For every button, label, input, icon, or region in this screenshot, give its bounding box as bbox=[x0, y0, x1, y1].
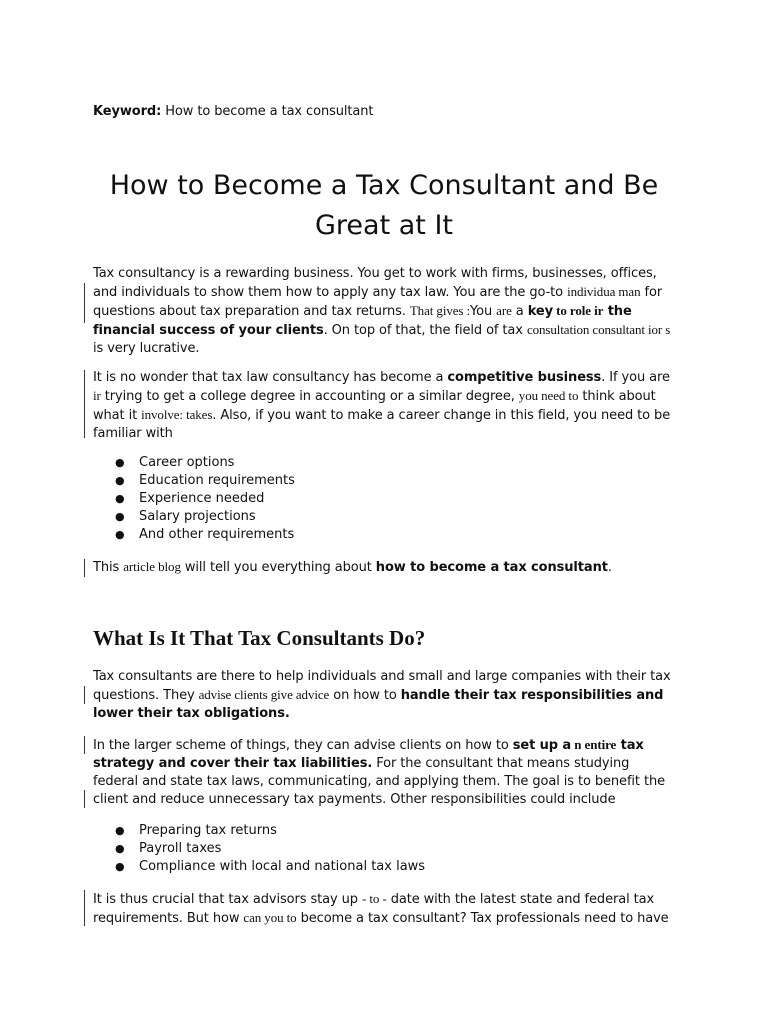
paragraph-stay-updated: It is thus crucial that tax advisors stay up - to - date with the latest state and federal tax requirements. But how can you to become a tax consultant? Tax professionals need to have bbox=[93, 891, 669, 926]
tracked-edit: n entire bbox=[571, 737, 617, 752]
list-item: ● Compliance with local and national tax laws bbox=[115, 859, 426, 874]
bullet-icon: ● bbox=[115, 474, 125, 487]
change-bar bbox=[84, 736, 85, 754]
bullet-icon: ● bbox=[115, 860, 125, 873]
bullet-icon: ● bbox=[115, 528, 125, 541]
paragraph-this-article: This article blog will tell you everything about how to become a tax consultant. bbox=[93, 559, 612, 575]
tracked-edit: article blog bbox=[123, 559, 181, 574]
keyword-value: How to become a tax consultant bbox=[165, 104, 374, 119]
keyword-label: Keyword: bbox=[93, 104, 162, 119]
bullet-icon: ● bbox=[115, 842, 125, 855]
tracked-edit: consultation consultant ior s bbox=[526, 322, 671, 337]
paragraph-consultants-help: Tax consultants are there to help individuals and small and large companies with their tax questions. They advise clients give advice on how to handle their tax responsibilities and lower their tax obligations. bbox=[93, 669, 671, 721]
paragraph-competitive: It is no wonder that tax law consultancy has become a competitive business. If you are ir trying to get a college degree in accounting or a similar degree, you need to think about what it involve: takes. Also, if you want to make a career change in this field, you need to be familiar with bbox=[93, 370, 671, 441]
bullet-icon: ● bbox=[115, 492, 125, 505]
paragraph-larger-scheme: In the larger scheme of things, they can advise clients on how to set up a n entire tax strategy and cover their tax liabilities. For the consultant that means studying federal and state tax laws, communicating, and applying them. The goal is to benefit the client and reduce unnecessary tax payments. Other responsibilities could include bbox=[93, 737, 665, 807]
tracked-edit: you need to bbox=[518, 388, 579, 403]
keyword-line bbox=[93, 103, 373, 121]
tracked-edit: to role ir bbox=[552, 303, 604, 318]
change-bar bbox=[84, 686, 85, 704]
responsibilities-list bbox=[93, 822, 678, 876]
bullet-icon: ● bbox=[115, 456, 125, 469]
page-title: How to Become a Tax Consultant and Be Great at It bbox=[109, 170, 659, 242]
list-item: ● Payroll taxes bbox=[115, 841, 222, 856]
bullet-icon: ● bbox=[115, 510, 125, 523]
intro-paragraph: Tax consultancy is a rewarding business. You get to work with firms, businesses, offices, and individuals to show them how to apply any tax law. You are the go-to individua man for questions about tax preparation and tax returns. That gives :You are a key to role ir the financial success of your clients. On top of that, the field of tax consultation consultant ior s is very lucrative. bbox=[93, 266, 671, 356]
tracked-edit: individua man bbox=[567, 284, 641, 299]
list-item: ● Career options bbox=[115, 455, 235, 470]
bullet-icon: ● bbox=[115, 824, 125, 837]
list-item: ● Preparing tax returns bbox=[115, 823, 277, 838]
section-heading: What Is It That Tax Consultants Do? bbox=[93, 626, 426, 650]
list-item: ● And other requirements bbox=[115, 527, 295, 542]
tracked-edit: are bbox=[496, 303, 512, 318]
career-list bbox=[93, 454, 678, 544]
list-item: ● Salary projections bbox=[115, 509, 256, 524]
list-item: ● Experience needed bbox=[115, 491, 265, 506]
list-item: ● Education requirements bbox=[115, 473, 295, 488]
change-bar bbox=[84, 559, 85, 577]
tracked-edit: That gives : bbox=[409, 303, 471, 318]
tracked-edit: involve: takes bbox=[141, 407, 213, 422]
tracked-edit: ir bbox=[93, 388, 101, 403]
tracked-edit: advise clients give advice bbox=[198, 687, 330, 702]
change-bar bbox=[84, 790, 85, 808]
change-bar bbox=[84, 370, 85, 438]
change-bar bbox=[84, 283, 85, 323]
tracked-edit: - to - bbox=[361, 891, 387, 906]
change-bar bbox=[84, 890, 85, 926]
tracked-edit: can you to bbox=[243, 910, 297, 925]
